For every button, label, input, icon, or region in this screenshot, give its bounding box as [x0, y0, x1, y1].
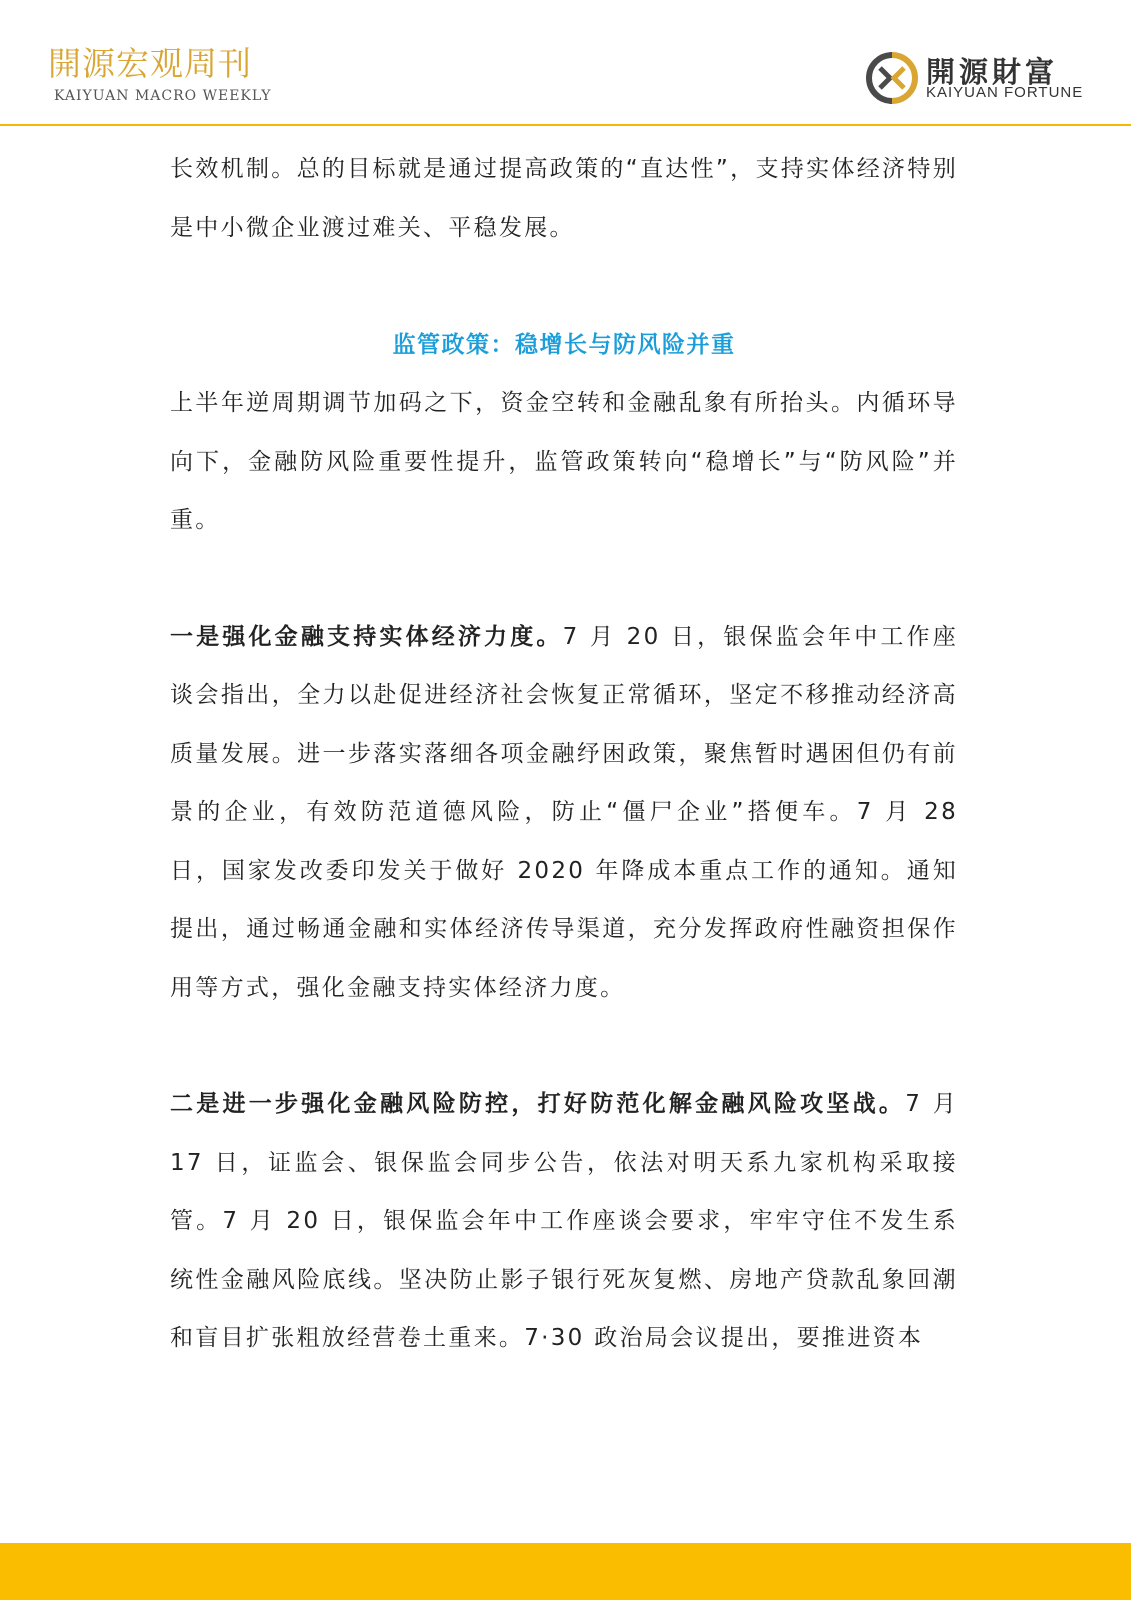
point-one-text: 7 月 20 日，银保监会年中工作座谈会指出，全力以赴促进经济社会恢复正常循环，坚定不移推动经济高质量发展。进一步落实落细各项金融纾困政策，聚焦暂时遇困但仍有前景的企业，有效防范道德风险，防止“僵尸企业”搭便车。7 月 28 日，国家发改委印发关于做好 2020 年降成本重点工作的通知。通知提出，通过畅通金融和实体经济传导渠道，充分发挥政府性融资担保作用等方式，强化金融支持实体经济力度。 — [170, 623, 959, 1001]
point-two-lead: 二是进一步强化金融风险防控，打好防范化解金融风险攻坚战。 — [170, 1091, 906, 1117]
company-logo — [866, 48, 1106, 108]
publication-title: 開源宏观周刊 — [48, 44, 252, 83]
page-header — [0, 0, 1131, 126]
logo-english-name: KAIYUAN FORTUNE — [926, 84, 1084, 101]
kaiyuan-logo-icon — [866, 52, 918, 104]
overview-paragraph: 上半年逆周期调节加码之下，资金空转和金融乱象有所抬头。内循环导向下，金融防风险重要性提升，监管政策转向“稳增长”与“防风险”并重。 — [170, 390, 958, 533]
point-one-lead: 一是强化金融支持实体经济力度。 — [170, 623, 563, 650]
article-body — [170, 140, 958, 1368]
footer-band — [0, 1543, 1131, 1600]
point-one-paragraph — [170, 608, 958, 1018]
publication-subtitle: KAIYUAN MACRO WEEKLY — [54, 88, 272, 104]
section-heading: 监管政策：稳增长与防风险并重 — [392, 332, 736, 358]
header-divider — [0, 124, 1131, 126]
intro-paragraph: 长效机制。总的目标就是通过提高政策的“直达性”，支持实体经济特别是中小微企业渡过难关、平稳发展。 — [170, 156, 958, 241]
logo-chinese-name: 開源財富 — [926, 55, 1059, 89]
point-two-text: 7 月 17 日，证监会、银保监会同步公告，依法对明天系九家机构采取接管。7 月 20 日，银保监会年中工作座谈会要求，牢牢守住不发生系统性金融风险底线。坚决防止影子银行死灰复燃、房地产贷款乱象回潮和盲目扩张粗放经营卷土重来。7·30 政治局会议提出，要推进资本 — [170, 1091, 958, 1351]
point-two-paragraph — [170, 1075, 958, 1368]
